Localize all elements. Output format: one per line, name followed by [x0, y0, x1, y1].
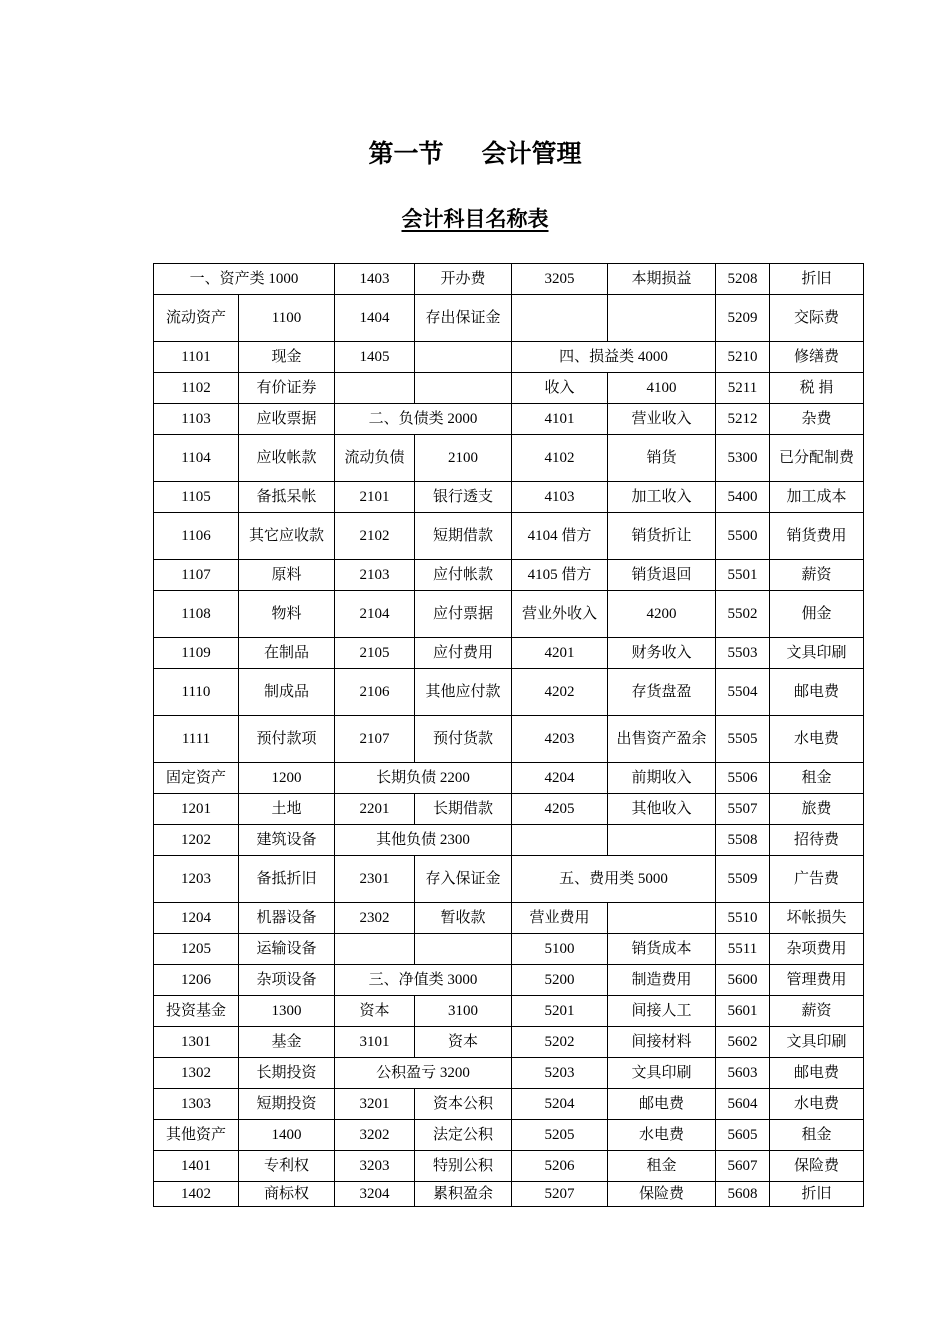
- table-cell: 流动资产: [154, 295, 239, 342]
- table-cell: 3101: [335, 1027, 415, 1058]
- table-cell: 1303: [154, 1089, 239, 1120]
- table-cell: 销货折让: [608, 513, 716, 560]
- table-cell: 暂收款: [415, 903, 512, 934]
- table-cell: 1301: [154, 1027, 239, 1058]
- table-cell: 4102: [512, 435, 608, 482]
- table-cell: 4205: [512, 794, 608, 825]
- table-cell: 1200: [239, 763, 335, 794]
- table-cell: 间接人工: [608, 996, 716, 1027]
- table-cell: 法定公积: [415, 1120, 512, 1151]
- table-cell: 4101: [512, 404, 608, 435]
- table-cell: 杂项设备: [239, 965, 335, 996]
- table-cell: 4105 借方: [512, 560, 608, 591]
- table-cell: 1402: [154, 1182, 239, 1207]
- table-cell: 5603: [716, 1058, 770, 1089]
- page-title: [0, 134, 950, 170]
- table-cell: 其他负债 2300: [335, 825, 512, 856]
- table-cell: 水电费: [608, 1120, 716, 1151]
- table-cell: 资本公积: [415, 1089, 512, 1120]
- table-cell: 4204: [512, 763, 608, 794]
- table-cell: 5212: [716, 404, 770, 435]
- table-cell: 5602: [716, 1027, 770, 1058]
- table-row: [154, 669, 864, 716]
- table-cell: 1100: [239, 295, 335, 342]
- table-row: [154, 482, 864, 513]
- table-cell: 邮电费: [770, 669, 864, 716]
- table-cell: 前期收入: [608, 763, 716, 794]
- table-cell: 1107: [154, 560, 239, 591]
- table-row: [154, 794, 864, 825]
- table-cell: [415, 342, 512, 373]
- table-cell: 4203: [512, 716, 608, 763]
- table-cell: 5100: [512, 934, 608, 965]
- table-cell: [608, 825, 716, 856]
- table-cell: 5203: [512, 1058, 608, 1089]
- table-cell: 1202: [154, 825, 239, 856]
- table-row: [154, 264, 864, 295]
- table-row: [154, 1058, 864, 1089]
- table-cell: 5202: [512, 1027, 608, 1058]
- table-cell: 2106: [335, 669, 415, 716]
- table-cell: 资本: [415, 1027, 512, 1058]
- table-row: [154, 1089, 864, 1120]
- table-cell: 开办费: [415, 264, 512, 295]
- table-title-text: 会计科目名称表: [401, 207, 549, 231]
- table-cell: 四、损益类 4000: [512, 342, 716, 373]
- table-cell: 1403: [335, 264, 415, 295]
- table-cell: 5208: [716, 264, 770, 295]
- table-cell: 5209: [716, 295, 770, 342]
- table-cell: 机器设备: [239, 903, 335, 934]
- table-row: [154, 934, 864, 965]
- table-cell: 备抵呆帐: [239, 482, 335, 513]
- table-cell: 资本: [335, 996, 415, 1027]
- table-cell: 2101: [335, 482, 415, 513]
- table-row: [154, 638, 864, 669]
- table-cell: 4200: [608, 591, 716, 638]
- table-cell: 水电费: [770, 716, 864, 763]
- table-cell: 保险费: [770, 1151, 864, 1182]
- table-cell: 制成品: [239, 669, 335, 716]
- table-cell: 5505: [716, 716, 770, 763]
- table-cell: 薪资: [770, 996, 864, 1027]
- table-row: [154, 856, 864, 903]
- table-cell: 运输设备: [239, 934, 335, 965]
- table-cell: 水电费: [770, 1089, 864, 1120]
- table-cell: 本期损益: [608, 264, 716, 295]
- table-cell: 营业收入: [608, 404, 716, 435]
- table-cell: 2100: [415, 435, 512, 482]
- table-cell: 租金: [770, 763, 864, 794]
- table-cell: 制造费用: [608, 965, 716, 996]
- table-cell: 3203: [335, 1151, 415, 1182]
- table-cell: 投资基金: [154, 996, 239, 1027]
- table-cell: 税 捐: [770, 373, 864, 404]
- table-cell: 5205: [512, 1120, 608, 1151]
- table-cell: 修缮费: [770, 342, 864, 373]
- table-cell: 5509: [716, 856, 770, 903]
- table-cell: 原料: [239, 560, 335, 591]
- title-topic-label: 会计管理: [481, 139, 582, 168]
- table-cell: 长期负债 2200: [335, 763, 512, 794]
- table-cell: 1105: [154, 482, 239, 513]
- table-cell: 2104: [335, 591, 415, 638]
- table-cell: 固定资产: [154, 763, 239, 794]
- table-cell: 五、费用类 5000: [512, 856, 716, 903]
- table-cell: 1300: [239, 996, 335, 1027]
- table-row: [154, 1027, 864, 1058]
- table-cell: 长期借款: [415, 794, 512, 825]
- table-cell: 加工成本: [770, 482, 864, 513]
- title-section-label: 第一节: [368, 139, 444, 168]
- table-cell: 1106: [154, 513, 239, 560]
- table-cell: 长期投资: [239, 1058, 335, 1089]
- table-cell: 折旧: [770, 264, 864, 295]
- table-cell: 存入保证金: [415, 856, 512, 903]
- table-cell: 三、净值类 3000: [335, 965, 512, 996]
- table-row: [154, 591, 864, 638]
- table-cell: 文具印刷: [608, 1058, 716, 1089]
- table-cell: 已分配制费: [770, 435, 864, 482]
- table-cell: 邮电费: [608, 1089, 716, 1120]
- table-cell: 5204: [512, 1089, 608, 1120]
- table-cell: [512, 825, 608, 856]
- table-cell: 特别公积: [415, 1151, 512, 1182]
- table-row: [154, 373, 864, 404]
- table-cell: 累积盈余: [415, 1182, 512, 1207]
- table-cell: 租金: [770, 1120, 864, 1151]
- table-cell: 保险费: [608, 1182, 716, 1207]
- table-cell: 销货成本: [608, 934, 716, 965]
- table-cell: 2107: [335, 716, 415, 763]
- table-row: [154, 1182, 864, 1207]
- table-cell: 5607: [716, 1151, 770, 1182]
- table-cell: 5400: [716, 482, 770, 513]
- account-codes-table: [153, 263, 864, 1207]
- table-cell: 建筑设备: [239, 825, 335, 856]
- table-row: [154, 1120, 864, 1151]
- table-cell: 5207: [512, 1182, 608, 1207]
- table-cell: 广告费: [770, 856, 864, 903]
- table-cell: 2102: [335, 513, 415, 560]
- table-cell: 流动负债: [335, 435, 415, 482]
- table-cell: 4202: [512, 669, 608, 716]
- table-cell: 存出保证金: [415, 295, 512, 342]
- table-cell: 3204: [335, 1182, 415, 1207]
- table-cell: 5300: [716, 435, 770, 482]
- table-cell: 1110: [154, 669, 239, 716]
- table-cell: 1401: [154, 1151, 239, 1182]
- table-cell: 5605: [716, 1120, 770, 1151]
- table-cell: 4201: [512, 638, 608, 669]
- table-cell: 其他应付款: [415, 669, 512, 716]
- table-cell: 专利权: [239, 1151, 335, 1182]
- table-cell: 二、负债类 2000: [335, 404, 512, 435]
- table-cell: 其它应收款: [239, 513, 335, 560]
- table-cell: 1111: [154, 716, 239, 763]
- table-cell: 加工收入: [608, 482, 716, 513]
- table-cell: 3100: [415, 996, 512, 1027]
- table-cell: 其他收入: [608, 794, 716, 825]
- table-row: [154, 965, 864, 996]
- table-cell: 预付款项: [239, 716, 335, 763]
- table-cell: 1405: [335, 342, 415, 373]
- table-cell: 销货退回: [608, 560, 716, 591]
- table-cell: 5200: [512, 965, 608, 996]
- table-cell: 1104: [154, 435, 239, 482]
- table-cell: 邮电费: [770, 1058, 864, 1089]
- table-cell: [335, 934, 415, 965]
- table-cell: 短期投资: [239, 1089, 335, 1120]
- table-row: [154, 996, 864, 1027]
- table-cell: 财务收入: [608, 638, 716, 669]
- table-cell: 1204: [154, 903, 239, 934]
- table-cell: 5211: [716, 373, 770, 404]
- table-cell: 1102: [154, 373, 239, 404]
- table-cell: 5206: [512, 1151, 608, 1182]
- table-cell: 短期借款: [415, 513, 512, 560]
- table-cell: 杂项费用: [770, 934, 864, 965]
- table-cell: 3202: [335, 1120, 415, 1151]
- table-cell: 1109: [154, 638, 239, 669]
- table-cell: [608, 903, 716, 934]
- table-row: [154, 903, 864, 934]
- table-cell: 应收帐款: [239, 435, 335, 482]
- table-cell: 间接材料: [608, 1027, 716, 1058]
- table-cell: 应付票据: [415, 591, 512, 638]
- table-cell: 1206: [154, 965, 239, 996]
- table-cell: 5502: [716, 591, 770, 638]
- table-cell: 2302: [335, 903, 415, 934]
- table-cell: 公积盈亏 3200: [335, 1058, 512, 1089]
- table-cell: [415, 373, 512, 404]
- table-cell: 银行透支: [415, 482, 512, 513]
- table-row: [154, 560, 864, 591]
- table-cell: 5608: [716, 1182, 770, 1207]
- table-cell: 管理费用: [770, 965, 864, 996]
- table-cell: 一、资产类 1000: [154, 264, 335, 295]
- table-cell: [415, 934, 512, 965]
- table-cell: 5601: [716, 996, 770, 1027]
- table-cell: 2105: [335, 638, 415, 669]
- table-cell: 收入: [512, 373, 608, 404]
- table-cell: 基金: [239, 1027, 335, 1058]
- table-cell: 4104 借方: [512, 513, 608, 560]
- table-cell: 商标权: [239, 1182, 335, 1207]
- table-cell: 5510: [716, 903, 770, 934]
- table-cell: 营业外收入: [512, 591, 608, 638]
- table-cell: 2301: [335, 856, 415, 903]
- table-cell: 1302: [154, 1058, 239, 1089]
- table-title: [0, 203, 950, 233]
- table-cell: 3205: [512, 264, 608, 295]
- table-cell: 1101: [154, 342, 239, 373]
- table-row: [154, 435, 864, 482]
- table-cell: 旅费: [770, 794, 864, 825]
- table-cell: 招待费: [770, 825, 864, 856]
- table-cell: 其他资产: [154, 1120, 239, 1151]
- table-cell: 应付帐款: [415, 560, 512, 591]
- table-row: [154, 1151, 864, 1182]
- table-row: [154, 404, 864, 435]
- table-cell: 5508: [716, 825, 770, 856]
- table-cell: 在制品: [239, 638, 335, 669]
- table-cell: 有价证券: [239, 373, 335, 404]
- table-cell: 3201: [335, 1089, 415, 1120]
- table-cell: 杂费: [770, 404, 864, 435]
- table-cell: 存货盘盈: [608, 669, 716, 716]
- table-cell: 5500: [716, 513, 770, 560]
- table-cell: 4100: [608, 373, 716, 404]
- table-cell: 1201: [154, 794, 239, 825]
- table-row: [154, 716, 864, 763]
- table-cell: 物料: [239, 591, 335, 638]
- table-cell: 5503: [716, 638, 770, 669]
- table-cell: 薪资: [770, 560, 864, 591]
- table-cell: 1203: [154, 856, 239, 903]
- table-cell: 5604: [716, 1089, 770, 1120]
- table-cell: 现金: [239, 342, 335, 373]
- table-cell: 5201: [512, 996, 608, 1027]
- table-cell: 5600: [716, 965, 770, 996]
- table-cell: 文具印刷: [770, 638, 864, 669]
- table-cell: 1400: [239, 1120, 335, 1151]
- table-cell: 坏帐损失: [770, 903, 864, 934]
- table-cell: 5506: [716, 763, 770, 794]
- table-cell: 交际费: [770, 295, 864, 342]
- table-row: [154, 825, 864, 856]
- table-row: [154, 295, 864, 342]
- table-cell: 1103: [154, 404, 239, 435]
- table-cell: 土地: [239, 794, 335, 825]
- table-cell: 销货费用: [770, 513, 864, 560]
- table-cell: 预付货款: [415, 716, 512, 763]
- table-cell: 5210: [716, 342, 770, 373]
- table-cell: 折旧: [770, 1182, 864, 1207]
- table-cell: 出售资产盈余: [608, 716, 716, 763]
- table-cell: 销货: [608, 435, 716, 482]
- table-cell: 1205: [154, 934, 239, 965]
- table-cell: 5507: [716, 794, 770, 825]
- table-cell: 1404: [335, 295, 415, 342]
- table-cell: 文具印刷: [770, 1027, 864, 1058]
- table-cell: 租金: [608, 1151, 716, 1182]
- table-cell: [335, 373, 415, 404]
- table-row: [154, 513, 864, 560]
- table-row: [154, 763, 864, 794]
- table-row: [154, 342, 864, 373]
- table-cell: 营业费用: [512, 903, 608, 934]
- table-cell: 2201: [335, 794, 415, 825]
- table-cell: 4103: [512, 482, 608, 513]
- table-cell: 应收票据: [239, 404, 335, 435]
- table-cell: 备抵折旧: [239, 856, 335, 903]
- table-cell: [608, 295, 716, 342]
- table-cell: 5511: [716, 934, 770, 965]
- table-cell: 5501: [716, 560, 770, 591]
- table-cell: [512, 295, 608, 342]
- table-cell: 5504: [716, 669, 770, 716]
- table-cell: 佣金: [770, 591, 864, 638]
- table-cell: 应付费用: [415, 638, 512, 669]
- table-cell: 2103: [335, 560, 415, 591]
- table-cell: 1108: [154, 591, 239, 638]
